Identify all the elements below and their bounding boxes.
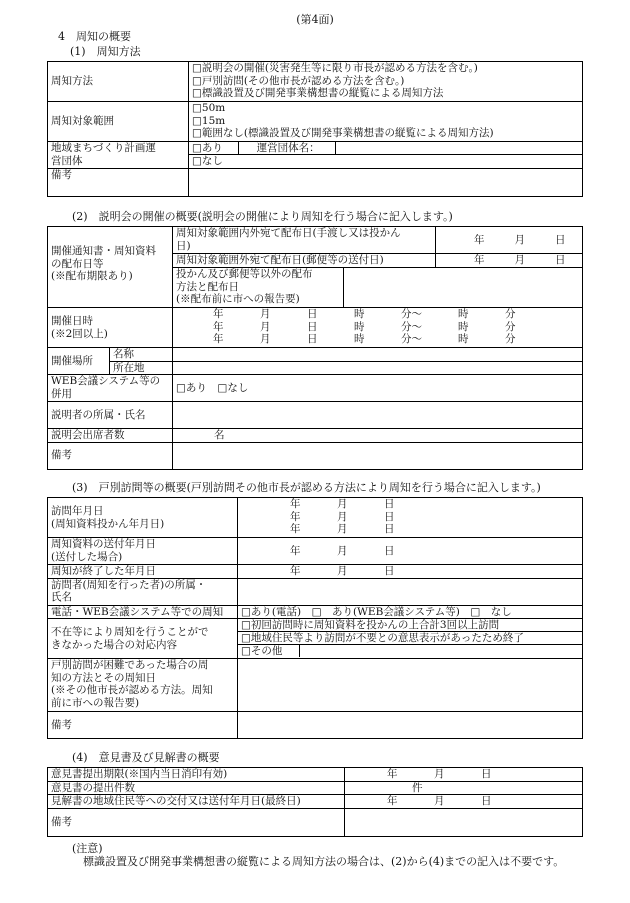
held-label-l1: 開催日時 [51, 315, 93, 327]
held-label-l2: (※2回以上) [51, 327, 108, 340]
notice-method-options[interactable] [189, 62, 583, 102]
send-date-label [48, 538, 238, 565]
remarks-label-2: 備考 [48, 442, 173, 469]
option-door-to-door[interactable]: □戸別訪問(その他市長が認める方法を含む。) [192, 74, 405, 87]
count-field[interactable] [345, 781, 583, 795]
visit-date-field[interactable]: 年 月 日 年 月 日 年 月 日 [238, 498, 583, 538]
distribution-label [48, 227, 173, 308]
option-15m[interactable]: □15m [192, 114, 226, 127]
visitor-label-l2: 氏名 [51, 591, 72, 603]
notice-method-table [47, 61, 583, 197]
dist-out-date[interactable]: 年 月 日 [436, 254, 583, 268]
count-unit: 件 [412, 781, 423, 794]
org-label-line1: 地域まちづくり計画運 [51, 142, 156, 154]
visitor-label-l1: 訪問者(周知を行った者)の所属・ [51, 578, 207, 591]
dist3-l2: 方法と配布日 [176, 280, 239, 293]
venue-address-field[interactable] [173, 361, 583, 375]
option-sign-inspection[interactable]: □標識設置及び開発事業構想書の縦覧による周知方法 [192, 87, 444, 99]
absent-opt-other[interactable]: □その他 [238, 645, 300, 657]
door-to-door-table [47, 497, 583, 739]
dist-other-field[interactable] [344, 268, 583, 308]
remarks-field-3[interactable] [238, 712, 583, 739]
absent-opt-declined[interactable]: □地域住民等より訪問が不要との意思表示があったため終了 [238, 632, 582, 645]
venue-label: 開催場所 [48, 348, 110, 375]
remarks-label-4: 備考 [48, 808, 345, 836]
visitor-label [48, 578, 238, 605]
distribution-label-l2: の配布日等 [51, 257, 104, 270]
visit-label-l2: (周知資料投かん年月日) [51, 517, 165, 530]
org-label [48, 142, 189, 169]
option-50m[interactable]: □50m [192, 102, 226, 114]
presenter-field[interactable] [173, 402, 583, 429]
distribution-label-l1: 開催通知書・周知資料 [51, 245, 156, 257]
difficult-label-l1: 戸別訪問が困難であった場合の周 [51, 659, 209, 671]
web-meeting-options[interactable]: □あり □なし [173, 375, 583, 402]
option-briefing[interactable]: □説明会の開催(災害発生等に限り市長が認める方法を含む。) [192, 62, 478, 74]
remarks-label-3: 備考 [48, 712, 238, 739]
difficult-field[interactable] [238, 659, 583, 712]
section-4-2-heading: (2) 説明会の開催の概要(説明会の開催により周知を行う場合に記入します。) [72, 210, 453, 223]
web-label-l1: WEB会議システム等の [51, 375, 161, 387]
dist-out-label: 周知対象範囲外宛て配布日(郵便等の送付日) [173, 254, 436, 268]
notice-range-options[interactable] [189, 102, 583, 142]
remarks-field-1[interactable] [189, 168, 583, 196]
difficult-label-l4: 前に市への報告要) [51, 696, 140, 709]
opinion-table [47, 767, 583, 837]
visit-date-label [48, 498, 238, 538]
deadline-field[interactable]: 年 月 日 [345, 768, 583, 782]
dist3-l1: 投かん及び郵便等以外の配布 [176, 268, 313, 280]
send-date-field[interactable]: 年 月 日 [238, 538, 583, 565]
option-no-range[interactable]: □範囲なし(標識設置及び開発事業構想書の縦覧による周知方法) [192, 127, 494, 139]
attendees-field[interactable] [173, 429, 583, 443]
difficult-label [48, 659, 238, 712]
notice-range-label: 周知対象範囲 [48, 102, 189, 142]
org-yes-checkbox[interactable]: □あり [192, 142, 223, 154]
delivery-label: 見解書の地域住民等への交付又は送付年月日(最終日) [48, 795, 345, 809]
visitor-field[interactable] [238, 578, 583, 605]
web-label-l2: 併用 [51, 387, 72, 400]
send-label-l1: 周知資料の送付年月日 [51, 538, 156, 550]
page-number: (第4面) [296, 13, 334, 26]
venue-name-field[interactable] [173, 348, 583, 362]
dist1-l2: 日) [176, 239, 191, 252]
note-title: (注意) [72, 842, 103, 855]
section-4-heading: 4 周知の概要 [58, 30, 131, 43]
venue-name-label: 名称 [110, 348, 173, 362]
remarks-label-1: 備考 [48, 168, 189, 196]
attendees-unit: 名 [214, 429, 225, 441]
phone-web-label: 電話・WEB会議システム等での周知 [48, 605, 238, 619]
remarks-field-4[interactable] [345, 808, 583, 836]
difficult-label-l2: 知の方法とその周知日 [51, 671, 156, 684]
absent-label-l2: きなかった場合の対応内容 [51, 638, 177, 651]
attendees-label: 説明会出席者数 [48, 429, 173, 443]
section-4-4-heading: (4) 意見書及び見解書の概要 [72, 751, 220, 764]
section-4-3-heading: (3) 戸別訪問等の概要(戸別訪問その他市長が認める方法により周知を行う場合に記入します。) [72, 481, 541, 494]
delivery-field[interactable]: 年 月 日 [345, 795, 583, 809]
dist3-l3: (※配布前に市への報告要) [176, 293, 300, 305]
absent-options[interactable] [238, 619, 583, 659]
org-no-checkbox[interactable]: □なし [192, 155, 223, 167]
distribution-label-l3: (※配布期限あり) [51, 270, 133, 282]
absent-label [48, 619, 238, 659]
remarks-field-2[interactable] [173, 442, 583, 469]
phone-web-options[interactable]: □あり(電話) □ あり(WEB会議システム等) □ なし [238, 605, 583, 619]
absent-opt-revisit[interactable]: □初回訪問時に周知資料を投かんの上合計3回以上訪問 [238, 619, 582, 632]
note-text: 標識設置及び開発事業構想書の縦覧による周知方法の場合は、(2)から(4)までの記入は不要です。 [83, 855, 565, 868]
held-datetime-label [48, 308, 173, 348]
dist-in-out-label [173, 227, 436, 254]
end-date-field[interactable]: 年 月 日 [238, 565, 583, 579]
end-date-label: 周知が終了した年月日 [48, 565, 238, 579]
absent-label-l1: 不在等により周知を行うことがで [51, 626, 209, 638]
org-label-line2: 営団体 [51, 154, 83, 167]
count-label: 意見書の提出件数 [48, 781, 345, 795]
dist-other-label [173, 268, 344, 308]
briefing-table [47, 226, 583, 470]
send-label-l2: (送付した場合) [51, 550, 123, 563]
dist-in-out-date[interactable]: 年 月 日 [436, 227, 583, 254]
held-datetime-field[interactable]: 年 月 日 時 分～ 時 分 年 月 日 時 分～ 時 分 年 月 日 時 分～ 時 分 [173, 308, 583, 348]
dist1-l1: 周知対象範囲内外宛て配布日(手渡し又は投かん [176, 227, 401, 239]
deadline-label: 意見書提出期限(※国内当日消印有効) [48, 768, 345, 782]
venue-address-label: 所在地 [110, 361, 173, 375]
web-meeting-label [48, 375, 173, 402]
presenter-label: 説明者の所属・氏名 [48, 402, 173, 429]
difficult-label-l3: (※その他市長が認める方法。周知 [51, 684, 213, 696]
section-4-1-heading: (1) 周知方法 [70, 45, 141, 58]
notice-method-label: 周知方法 [48, 62, 189, 102]
org-name-label: 運営団体名： [256, 142, 320, 154]
visit-label-l1: 訪問年月日 [51, 505, 104, 517]
